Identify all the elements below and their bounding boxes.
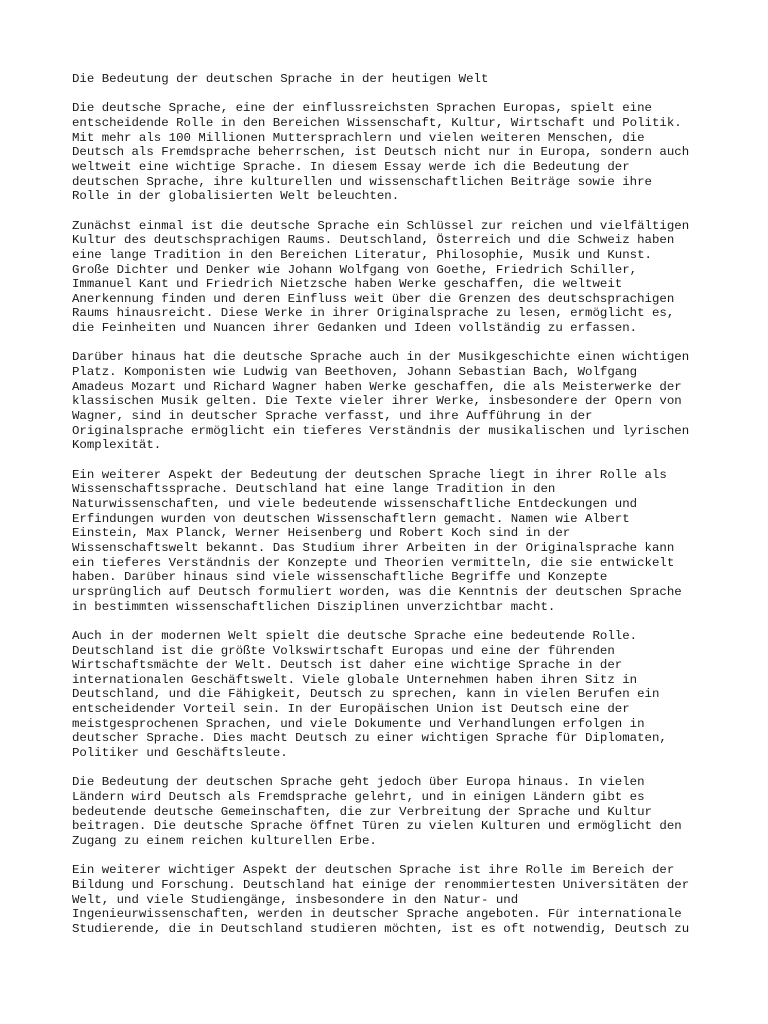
text-line: internationalen Geschäftswelt. Viele globale Unternehmen haben ihren Sitz in xyxy=(72,672,638,687)
text-line: Bildung und Forschung. Deutschland hat einige der renommiertesten Universitäten der xyxy=(72,877,690,892)
text-line: Raums hinausreicht. Diese Werke in ihrer Originalsprache zu lesen, ermöglicht es, xyxy=(72,306,675,321)
text-line: Politiker und Geschäftsleute. xyxy=(72,746,288,761)
text-line: Ländern wird Deutsch als Fremdsprache gelehrt, und in einigen Ländern gibt es xyxy=(72,790,645,805)
text-line: Mit mehr als 100 Millionen Muttersprachlern und vielen weiteren Menschen, die xyxy=(72,130,645,145)
text-line: eine lange Tradition in den Bereichen Literatur, Philosophie, Musik und Kunst. xyxy=(72,247,652,262)
text-line: Die deutsche Sprache, eine der einflussreichsten Sprachen Europas, spielt eine xyxy=(72,101,652,116)
paragraph-4 xyxy=(72,468,702,615)
text-line: klassischen Musik gelten. Die Texte vieler ihrer Werke, insbesondere der Opern von xyxy=(72,394,682,409)
text-line: Ein weiterer Aspekt der Bedeutung der deutschen Sprache liegt in ihrer Rolle als xyxy=(72,467,667,482)
document-title: Die Bedeutung der deutschen Sprache in der heutigen Welt xyxy=(72,72,489,86)
paragraph-6 xyxy=(72,775,702,848)
text-line: Rolle in der globalisierten Welt beleuchten. xyxy=(72,189,400,204)
text-line: Platz. Komponisten wie Ludwig van Beethoven, Johann Sebastian Bach, Wolfgang xyxy=(72,365,638,380)
text-line: weltweit eine wichtige Sprache. In diesem Essay werde ich die Bedeutung der xyxy=(72,159,630,174)
text-line: entscheidende Rolle in den Bereichen Wissenschaft, Kultur, Wirtschaft und Politik. xyxy=(72,115,682,130)
text-line: ein tieferes Verständnis der Konzepte und Theorien vermitteln, die sie entwickelt xyxy=(72,555,675,570)
paragraph-7 xyxy=(72,863,702,936)
text-line: Ein weiterer wichtiger Aspekt der deutschen Sprache ist ihre Rolle im Bereich der xyxy=(72,863,675,878)
text-line: die Feinheiten und Nuancen ihrer Gedanken und Ideen vollständig zu erfassen. xyxy=(72,321,638,336)
paragraph-5 xyxy=(72,629,702,761)
text-line: Deutschland ist die größte Volkswirtschaft Europas und eine der führenden xyxy=(72,643,615,658)
text-line: Wissenschaftssprache. Deutschland hat eine lange Tradition in den xyxy=(72,482,556,497)
text-line: meistgesprochenen Sprachen, und viele Dokumente und Verhandlungen erfolgen in xyxy=(72,716,645,731)
text-line: Studierende, die in Deutschland studieren möchten, ist es oft notwendig, Deutsch zu xyxy=(72,921,690,936)
text-line: bedeutende deutsche Gemeinschaften, die zur Verbreitung der Sprache und Kultur xyxy=(72,804,652,819)
text-line: entscheidender Vorteil sein. In der Europäischen Union ist Deutsch eine der xyxy=(72,702,630,717)
text-line: Einstein, Max Planck, Werner Heisenberg und Robert Koch sind in der xyxy=(72,526,571,541)
text-line: Anerkennung finden und deren Einfluss weit über die Grenzen des deutschsprachigen xyxy=(72,291,675,306)
text-line: Amadeus Mozart und Richard Wagner haben Werke geschaffen, die als Meisterwerke der xyxy=(72,379,682,394)
text-line: Deutsch als Fremdsprache beherrschen, ist Deutsch nicht nur in Europa, sondern auch xyxy=(72,145,690,160)
text-line: Zunächst einmal ist die deutsche Sprache ein Schlüssel zur reichen und vielfältigen xyxy=(72,218,690,233)
text-line: Naturwissenschaften, und viele bedeutende wissenschaftliche Entdeckungen und xyxy=(72,496,638,511)
text-line: Erfindungen wurden von deutschen Wissenschaftlern gemacht. Namen wie Albert xyxy=(72,511,630,526)
text-line: Auch in der modernen Welt spielt die deutsche Sprache eine bedeutende Rolle. xyxy=(72,628,638,643)
text-line: in bestimmten wissenschaftlichen Disziplinen unverzichtbar macht. xyxy=(72,599,556,614)
text-line: Große Dichter und Denker wie Johann Wolfgang von Goethe, Friedrich Schiller, xyxy=(72,262,638,277)
text-line: Darüber hinaus hat die deutsche Sprache auch in der Musikgeschichte einen wichtigen xyxy=(72,350,690,365)
text-line: Welt, und viele Studiengänge, insbesondere in den Natur- und xyxy=(72,892,519,907)
paragraph-3 xyxy=(72,350,702,453)
paragraph-2 xyxy=(72,219,702,336)
text-line: deutschen Sprache, ihre kulturellen und wissenschaftlichen Beiträge sowie ihre xyxy=(72,174,652,189)
text-line: Originalsprache ermöglicht ein tieferes Verständnis der musikalischen und lyrischen xyxy=(72,423,690,438)
paragraph-1 xyxy=(72,101,702,204)
document-body xyxy=(72,72,702,951)
text-line: Zugang zu einem reichen kulturellen Erbe. xyxy=(72,834,377,849)
text-line: Immanuel Kant und Friedrich Nietzsche haben Werke geschaffen, die weltweit xyxy=(72,277,623,292)
text-line: Wagner, sind in deutscher Sprache verfasst, und ihre Aufführung in der xyxy=(72,409,593,424)
text-line: Ingenieurwissenschaften, werden in deutscher Sprache angeboten. Für internationale xyxy=(72,907,682,922)
text-line: Wissenschaftswelt bekannt. Das Studium ihrer Arbeiten in der Originalsprache kann xyxy=(72,540,675,555)
text-line: Die Bedeutung der deutschen Sprache geht jedoch über Europa hinaus. In vielen xyxy=(72,775,645,790)
text-line: Kultur des deutschsprachigen Raums. Deutschland, Österreich und die Schweiz haben xyxy=(72,233,675,248)
text-line: ursprünglich auf Deutsch formuliert worden, was die Kenntnis der deutschen Sprache xyxy=(72,584,682,599)
text-line: Deutschland, und die Fähigkeit, Deutsch zu sprechen, kann in vielen Berufen ein xyxy=(72,687,660,702)
text-line: haben. Darüber hinaus sind viele wissenschaftliche Begriffe und Konzepte xyxy=(72,570,608,585)
text-line: deutscher Sprache. Dies macht Deutsch zu einer wichtigen Sprache für Diplomaten, xyxy=(72,731,667,746)
text-line: Komplexität. xyxy=(72,438,162,453)
text-line: Wirtschaftsmächte der Welt. Deutsch ist daher eine wichtige Sprache in der xyxy=(72,658,623,673)
text-line: beitragen. Die deutsche Sprache öffnet Türen zu vielen Kulturen und ermöglicht den xyxy=(72,819,682,834)
